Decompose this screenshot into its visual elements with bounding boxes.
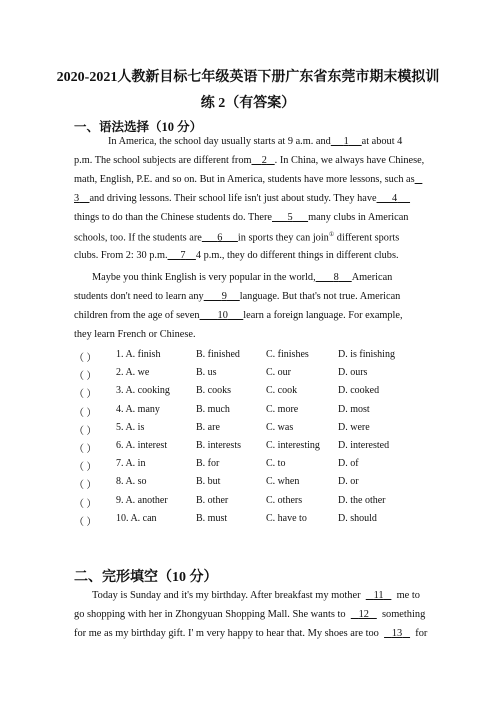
answer-bracket[interactable]: （ ） [74, 444, 97, 455]
passage-line: clubs. From 2: 30 p.m. 7 4 p.m., they do different things in different clubs. [74, 250, 399, 261]
blank-number: 13 [391, 628, 403, 639]
blank-number: 10 [217, 310, 228, 321]
option-choice: 8. A. so [116, 476, 147, 488]
answer-bracket[interactable]: （ ） [74, 353, 97, 364]
option-choice: C. more [266, 403, 299, 415]
option-choice: B. much [196, 403, 230, 415]
option-choice: D. or [338, 476, 359, 488]
option-row [74, 404, 494, 418]
option-row [74, 495, 494, 509]
option-choice: 5. A. is [116, 421, 145, 433]
option-choice: D. of [338, 458, 359, 470]
answer-bracket[interactable]: （ ） [74, 425, 97, 437]
option-choice: B. interests [196, 440, 241, 451]
option-choice: B. other [196, 494, 229, 506]
passage-line: p.m. The school subjects are different from 2 . In China, we always have Chinese, [74, 155, 425, 166]
option-row [74, 422, 494, 436]
passage-line: math, English, P.E. and so on. But in America, students have more lessons, such as [74, 174, 415, 185]
blank-number: 3 [74, 193, 80, 204]
option-choice: D. the other [338, 494, 386, 506]
blank-number: 11 [373, 590, 384, 601]
passage-line: Maybe you think English is very popular in the world, 8 American [92, 272, 393, 283]
option-choice: C. when [266, 476, 300, 488]
option-row [74, 385, 494, 399]
blank-number: 6 [217, 232, 223, 244]
blank-number: 7 [180, 250, 186, 261]
option-row [74, 458, 494, 472]
option-choice: C. our [266, 367, 291, 379]
passage-line: children from the age of seven 10 learn a foreign language. For example, [74, 310, 403, 321]
section-1-heading: 一、语法选择（10 分） [74, 120, 203, 134]
option-choice: B. cooks [196, 385, 231, 397]
answer-bracket[interactable]: （ ） [74, 389, 97, 401]
answer-bracket[interactable]: （ ） [74, 516, 97, 528]
footnote-marker: ① [328, 232, 335, 238]
option-choice: C. cook [266, 385, 298, 397]
blank-number: 5 [287, 212, 293, 223]
passage-line: students don't need to learn any 9 language. But that's not true. American [74, 291, 401, 302]
option-choice: C. was [266, 421, 294, 433]
option-choice: 10. A. can [116, 512, 157, 524]
option-row [74, 513, 494, 527]
option-choice: B. for [196, 458, 220, 470]
blank-number: 8 [333, 272, 339, 283]
option-row [74, 476, 494, 490]
answer-bracket[interactable]: （ ） [74, 480, 97, 492]
option-choice: 6. A. interest [116, 440, 168, 451]
option-row [74, 367, 494, 381]
option-choice: 2. A. we [116, 367, 150, 379]
option-row [74, 440, 494, 454]
passage-line: 3 and driving lessons. Their school life isn't just about study. They have 4 [74, 193, 398, 204]
option-choice: D. should [338, 512, 377, 524]
answer-bracket[interactable]: （ ） [74, 462, 97, 474]
option-choice: 1. A. finish [116, 349, 161, 360]
title-line-1: 2020-2021人教新目标七年级英语下册广东省东莞市期末模拟训 [56, 70, 440, 85]
option-choice: 7. A. in [116, 458, 146, 470]
section-2-heading: 二、完形填空（10 分） [74, 570, 218, 585]
option-choice: B. but [196, 476, 221, 488]
passage-line: In America, the school day usually starts at 9 a.m. and 1 at about 4 [108, 136, 403, 147]
option-choice: C. finishes [266, 349, 309, 360]
option-choice: B. finished [196, 349, 240, 360]
option-choice: 3. A. cooking [116, 385, 170, 397]
passage-line: schools, too. If the students are 6 in sports they can join① different sports [74, 232, 400, 244]
option-choice: D. cooked [338, 385, 380, 397]
answer-bracket[interactable]: （ ） [74, 371, 97, 383]
answer-bracket[interactable]: （ ） [74, 407, 97, 419]
option-choice: C. to [266, 458, 286, 470]
option-choice: C. others [266, 494, 303, 506]
option-row [74, 349, 494, 363]
option-choice: B. us [196, 367, 217, 379]
option-choice: D. most [338, 403, 370, 415]
blank-number: 1 [343, 136, 349, 147]
passage-line: go shopping with her in Zhongyuan Shopping Mall. She wants to 12 something [74, 609, 426, 620]
option-choice: 9. A. another [116, 494, 168, 506]
option-choice: D. interested [338, 440, 390, 451]
passage-line: for me as my birthday gift. I' m very happy to hear that. My shoes are too 13 for [74, 628, 428, 639]
answer-bracket[interactable]: （ ） [74, 498, 97, 510]
blank-number: 4 [392, 193, 398, 204]
blank-number: 9 [221, 291, 227, 302]
option-choice: D. ours [338, 367, 368, 379]
option-choice: D. were [338, 421, 370, 433]
option-choice: C. interesting [266, 440, 320, 451]
passage-line: things to do than the Chinese students do. There 5 many clubs in American [74, 212, 409, 223]
passage-line: Today is Sunday and it's my birthday. After breakfast my mother 11 me to [92, 590, 420, 601]
title-line-2: 练 2（有答案） [200, 96, 296, 111]
passage-line: they learn French or Chinese. [74, 329, 196, 340]
blank-number: 12 [358, 609, 369, 620]
option-choice: C. have to [266, 512, 307, 524]
option-choice: 4. A. many [116, 403, 160, 415]
option-choice: B. are [196, 421, 220, 433]
option-choice: B. must [196, 512, 228, 524]
blank-number: 2 [261, 155, 267, 166]
option-choice: D. is finishing [338, 349, 395, 360]
